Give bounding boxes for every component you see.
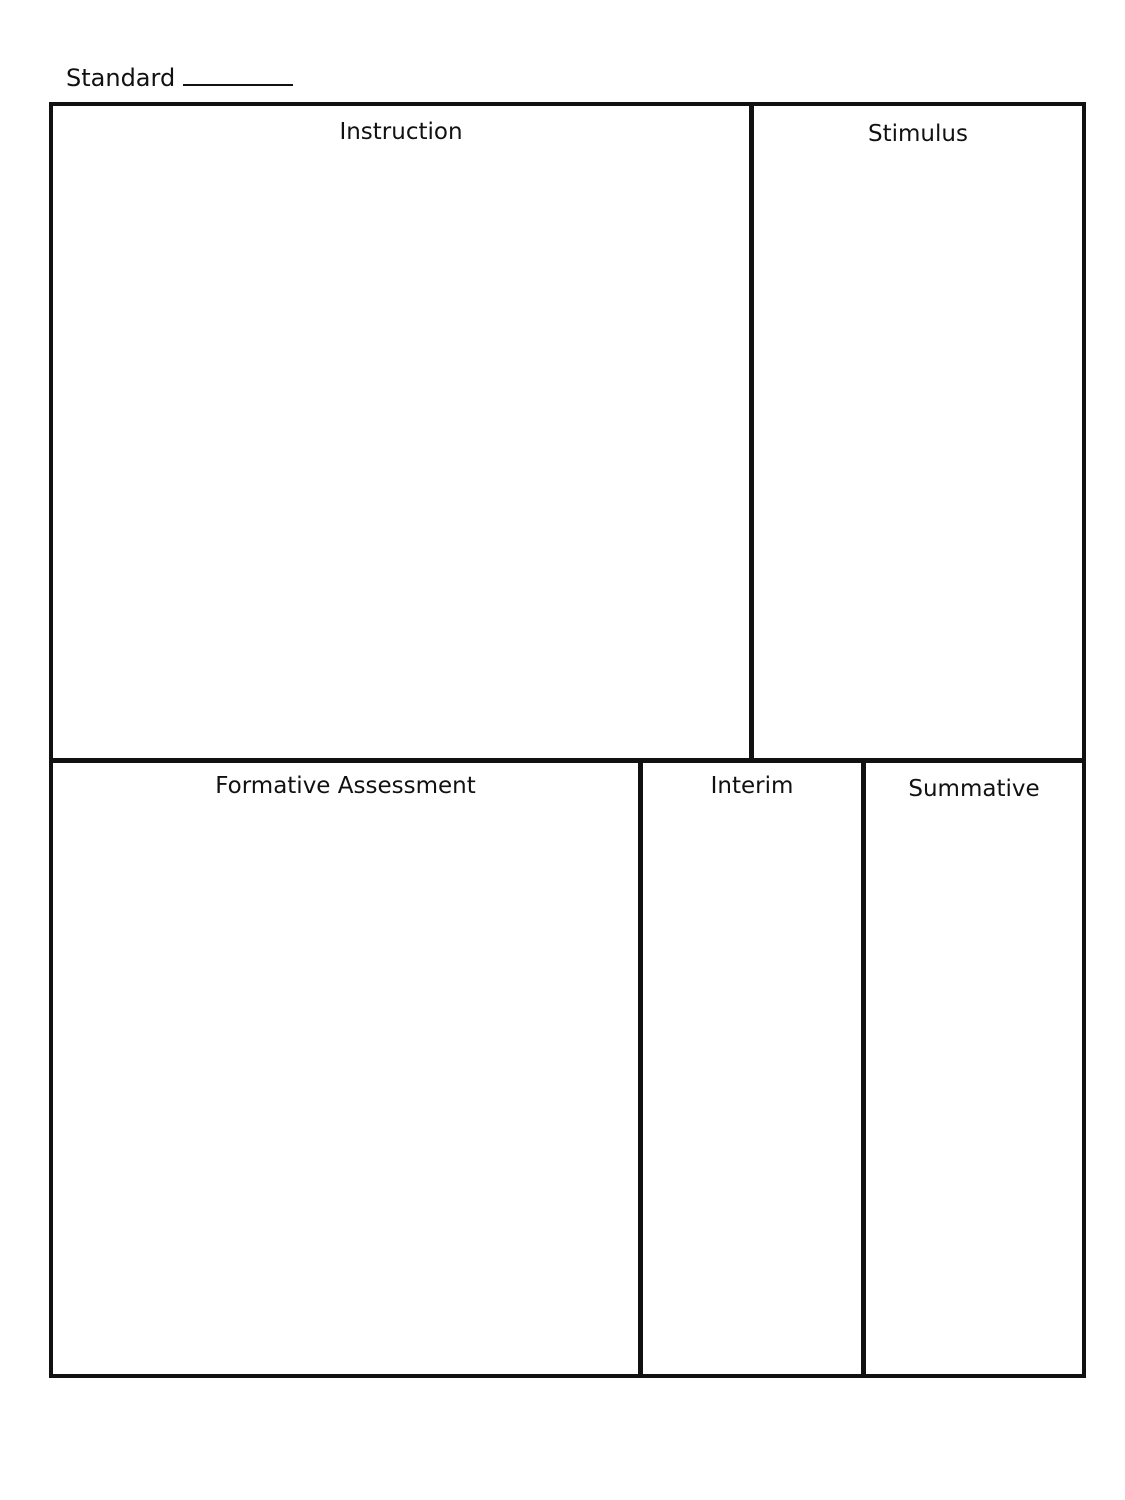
standard-blank-line[interactable]: [183, 62, 293, 86]
standard-label: Standard: [66, 64, 176, 92]
interim-box[interactable]: [643, 763, 861, 1374]
summative-box[interactable]: [866, 763, 1082, 1374]
interim-title: Interim: [710, 773, 794, 799]
instruction-title: Instruction: [339, 119, 463, 145]
standard-field: [66, 62, 293, 94]
stimulus-title: Stimulus: [868, 121, 968, 147]
instruction-box[interactable]: [53, 106, 749, 758]
formative-assessment-box[interactable]: [53, 763, 638, 1374]
formative-assessment-title: Formative Assessment: [215, 773, 476, 799]
summative-title: Summative: [908, 776, 1040, 802]
stimulus-box[interactable]: [754, 106, 1082, 758]
